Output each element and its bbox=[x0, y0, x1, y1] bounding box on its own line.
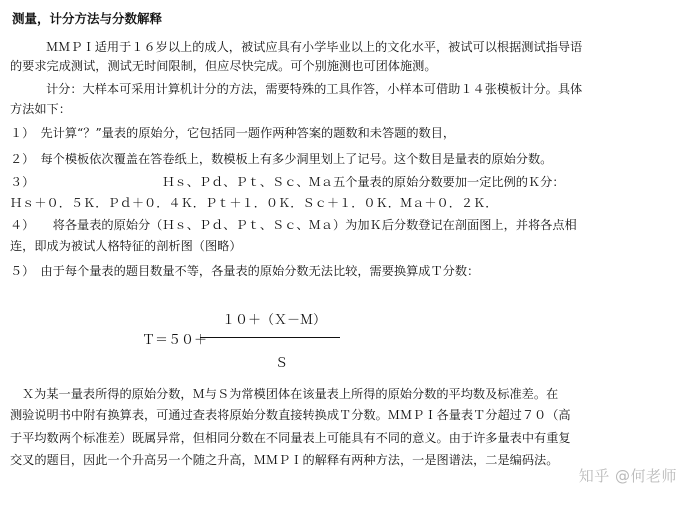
paragraph-line: 于平均数两个标准差）既属异常，但相同分数在不同量表上可能具有不同的意义。由于许多量表中有重复 bbox=[10, 431, 571, 445]
list-item: ４） 将各量表的原始分（Ｈｓ、Ｐｄ、Ｐｔ、Ｓｃ、Ｍａ）为加Ｋ后分数登记在剖面图上，并将各点相 bbox=[10, 218, 577, 232]
paragraph-line: ＭＭＰＩ适用于１６岁以上的成人，被试应具有小学毕业以上的文化水平，被试可以根据测试指导语 bbox=[46, 40, 583, 54]
watermark: 知乎 @何老师 bbox=[578, 467, 677, 485]
paragraph-line: Ｘ为某一量表所得的原始分数，Ｍ与Ｓ为常模团体在该量表上所得的原始分数的平均数及标准差。在 bbox=[22, 387, 559, 401]
list-item: ２） 每个模板依次覆盖在答卷纸上，数模板上有多少洞里划上了记号。这个数目是量表的原始分数。 bbox=[10, 152, 553, 166]
paragraph-line: 方法如下： bbox=[10, 102, 71, 116]
paragraph-line: 测验说明书中附有换算表，可通过查表将原始分数直接转换成Ｔ分数。ＭＭＰＩ各量表Ｔ分超过７０（高 bbox=[10, 408, 571, 422]
list-item: ３） Ｈｓ、Ｐｄ、Ｐｔ、Ｓｃ、Ｍａ五个量表的原始分数要加一定比例的Ｋ分： bbox=[10, 175, 565, 189]
formula-numerator: １０＋（Ｘ－Ｍ） bbox=[222, 313, 327, 328]
paragraph-line: 计分：大样本可采用计算机计分的方法，需要特殊的工具作答，小样本可借助１４张模板计分。具体 bbox=[46, 82, 583, 96]
list-item: 连，即成为被试人格特征的剖析图（图略） bbox=[10, 239, 242, 253]
list-item: １） 先计算“？”量表的原始分，它包括同一题作两种答案的题数和未答题的数目， bbox=[10, 126, 456, 140]
fraction-bar bbox=[200, 337, 340, 338]
list-item: ５） 由于每个量表的题目数量不等，各量表的原始分数无法比较，需要换算成Ｔ分数： bbox=[10, 264, 480, 278]
formula-denominator: Ｓ bbox=[275, 356, 289, 371]
paragraph-line: 的要求完成测试，测试无时间限制，但应尽快完成。可个别施测也可团体施测。 bbox=[10, 59, 437, 73]
list-item: Ｈｓ＋０．５Ｋ．Ｐｄ＋０．４Ｋ．Ｐｔ＋１．０Ｋ．Ｓｃ＋１．０Ｋ．Ｍａ＋０．２Ｋ． bbox=[10, 196, 498, 210]
paragraph-line: 交叉的题目，因此一个升高另一个随之升高，ＭＭＰＩ的解释有两种方法，一是图谱法，二是编码法。 bbox=[10, 453, 559, 467]
doc-title: 测量，计分方法与分数解释 bbox=[12, 11, 163, 26]
formula-lhs: Ｔ＝５０＋ bbox=[142, 333, 208, 348]
